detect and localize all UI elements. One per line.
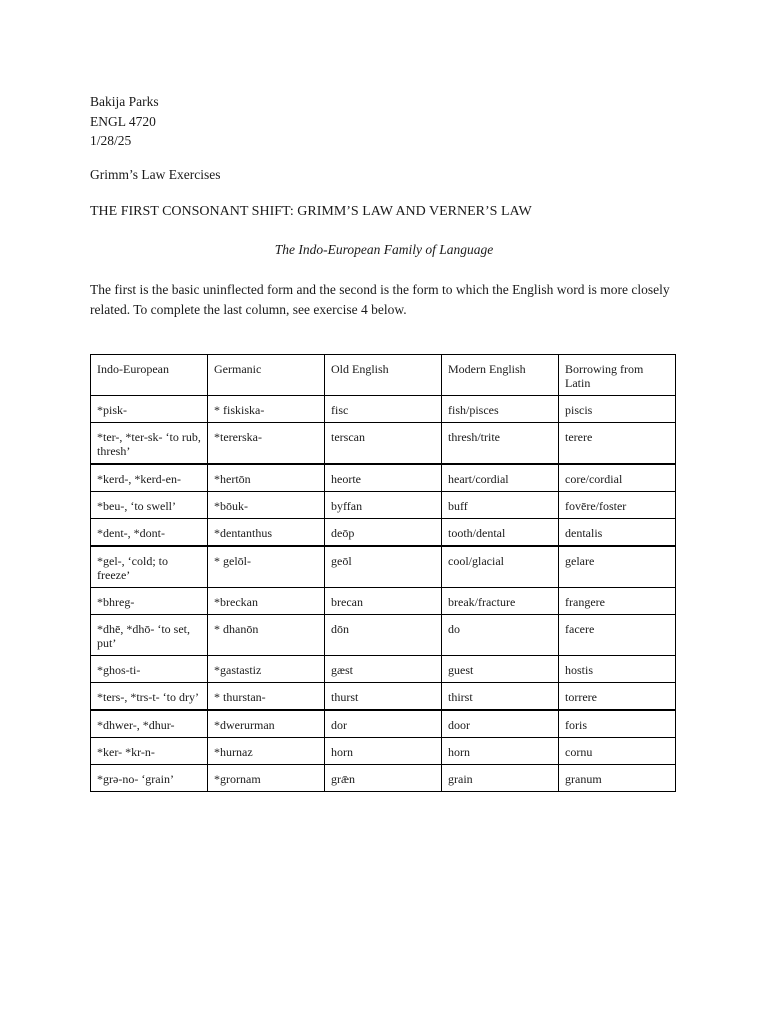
table-cell: * gelōl- — [208, 546, 325, 588]
table-cell: * dhanōn — [208, 615, 325, 656]
table-cell: *dent-, *dont- — [91, 519, 208, 547]
table-row — [91, 519, 676, 547]
table-cell: fovēre/foster — [559, 492, 676, 519]
table-row — [91, 656, 676, 683]
header-cell: Old English — [325, 355, 442, 396]
table-cell: hostis — [559, 656, 676, 683]
table-cell: *ghos-ti- — [91, 656, 208, 683]
table-cell: thresh/trite — [442, 423, 559, 465]
table-row — [91, 683, 676, 711]
table-cell: terere — [559, 423, 676, 465]
table-cell: horn — [325, 738, 442, 765]
table-cell: break/fracture — [442, 588, 559, 615]
table-cell: *bhreg- — [91, 588, 208, 615]
table-cell: *grə-no- ‘grain’ — [91, 765, 208, 792]
table-cell: piscis — [559, 396, 676, 423]
table-header-row — [91, 355, 676, 396]
table-cell: *hurnaz — [208, 738, 325, 765]
header-cell: Germanic — [208, 355, 325, 396]
table-row — [91, 738, 676, 765]
table-cell: *beu-, ‘to swell’ — [91, 492, 208, 519]
table-cell: tooth/dental — [442, 519, 559, 547]
table-row — [91, 765, 676, 792]
table-cell: geōl — [325, 546, 442, 588]
table-cell: *ter-, *ter-sk- ‘to rub, thresh’ — [91, 423, 208, 465]
table-cell: *ker- *kr-n- — [91, 738, 208, 765]
table-row — [91, 588, 676, 615]
student-name: Bakija Parks — [90, 94, 159, 109]
table-row — [91, 396, 676, 423]
table-cell: fisc — [325, 396, 442, 423]
table-row — [91, 492, 676, 519]
table-cell: *bōuk- — [208, 492, 325, 519]
table-cell: heart/cordial — [442, 464, 559, 492]
table-cell: frangere — [559, 588, 676, 615]
table-cell: foris — [559, 710, 676, 738]
table-cell: dentalis — [559, 519, 676, 547]
table-row — [91, 546, 676, 588]
table-cell: *ters-, *trs-t- ‘to dry’ — [91, 683, 208, 711]
table-cell: grǣn — [325, 765, 442, 792]
document-header — [90, 92, 159, 151]
table-cell: *hertōn — [208, 464, 325, 492]
document-date: 1/28/25 — [90, 133, 132, 148]
table-cell: thirst — [442, 683, 559, 711]
course-code: ENGL 4720 — [90, 113, 156, 129]
table-cell: do — [442, 615, 559, 656]
table-cell: core/cordial — [559, 464, 676, 492]
table-cell: dor — [325, 710, 442, 738]
intro-paragraph: The first is the basic uninflected form and the second is the form to which the English word is more closely related. To complete the last column, see exercise 4 below. — [90, 282, 670, 317]
table-cell: * fiskiska- — [208, 396, 325, 423]
table-row — [91, 710, 676, 738]
table-cell: *kerd-, *kerd-en- — [91, 464, 208, 492]
table-cell: gæst — [325, 656, 442, 683]
table-cell: *pisk- — [91, 396, 208, 423]
table-cell: horn — [442, 738, 559, 765]
table-cell: dōn — [325, 615, 442, 656]
table-cell: gelare — [559, 546, 676, 588]
table-cell: terscan — [325, 423, 442, 465]
table-cell: door — [442, 710, 559, 738]
word-forms-table — [90, 354, 676, 792]
table-row — [91, 615, 676, 656]
subtitle: The Indo-European Family of Language — [274, 242, 494, 257]
section-heading: THE FIRST CONSONANT SHIFT: GRIMM’S LAW AND VERNER’S LAW — [90, 204, 532, 219]
table-cell: thurst — [325, 683, 442, 711]
table-cell: facere — [559, 615, 676, 656]
table-cell: brecan — [325, 588, 442, 615]
header-cell: Borrowing from Latin — [559, 355, 676, 396]
table-cell: deōp — [325, 519, 442, 547]
table-cell: *breckan — [208, 588, 325, 615]
table-cell: *grornam — [208, 765, 325, 792]
table-cell: *dhwer-, *dhur- — [91, 710, 208, 738]
table-cell: guest — [442, 656, 559, 683]
table-cell: *gel-, ‘cold; to freeze’ — [91, 546, 208, 588]
table-cell: *dentanthus — [208, 519, 325, 547]
table-cell: *tererska- — [208, 423, 325, 465]
table-cell: buff — [442, 492, 559, 519]
table-cell: torrere — [559, 683, 676, 711]
exercise-title: Grimm’s Law Exercises — [90, 167, 221, 182]
table-cell: granum — [559, 765, 676, 792]
header-cell: Modern English — [442, 355, 559, 396]
table-cell: cool/glacial — [442, 546, 559, 588]
header-cell: Indo-European — [91, 355, 208, 396]
table-cell: *dhē, *dhō- ‘to set, put’ — [91, 615, 208, 656]
table-cell: byffan — [325, 492, 442, 519]
table-row — [91, 423, 676, 465]
table-row — [91, 464, 676, 492]
table-cell: * thurstan- — [208, 683, 325, 711]
table-cell: grain — [442, 765, 559, 792]
table-cell: heorte — [325, 464, 442, 492]
table-cell: *dwerurman — [208, 710, 325, 738]
table-cell: fish/pisces — [442, 396, 559, 423]
table-cell: *gastastiz — [208, 656, 325, 683]
table-cell: cornu — [559, 738, 676, 765]
